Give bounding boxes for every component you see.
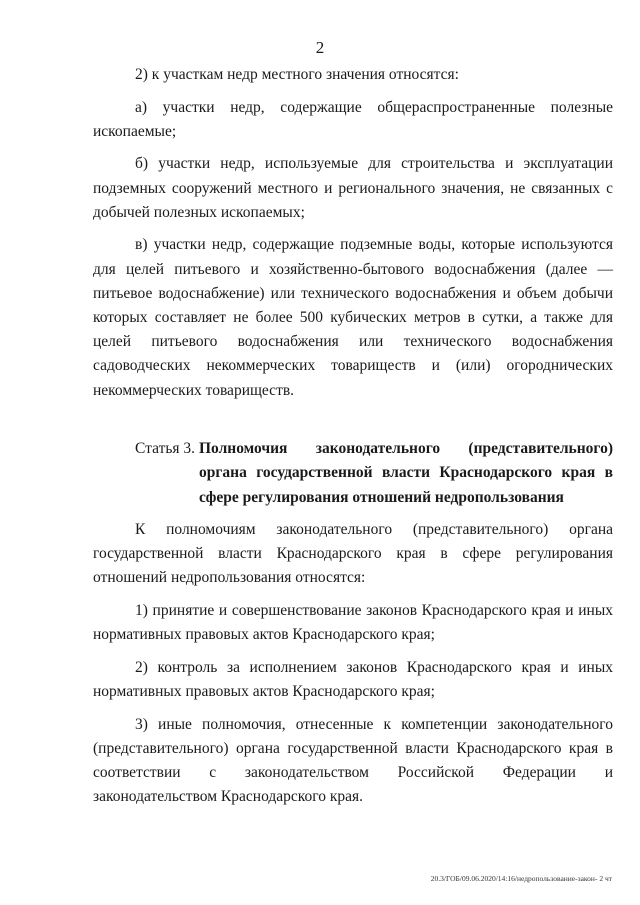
paragraph-powers-intro: К полномочиям законодательного (представительного) органа государственной власти Краснодарского края в сфере регулирования отношений недропользования относятся: <box>93 521 613 587</box>
page-number: 2 <box>315 38 325 57</box>
article-heading <box>93 437 613 510</box>
document-footer-code: 20.3/ГОБ/09.06.2020/14:16/недропользование-закон- 2 чт <box>430 874 612 883</box>
paragraph-power-1: 1) принятие и совершенствование законов Краснодарского края и иных нормативных правовых актов Краснодарского края; <box>93 602 613 644</box>
paragraph-power-3: 3) иные полномочия, отнесенные к компетенции законодательного (представительного) органа государственной власти Краснодарского края в соответствии с законодательством Российской Федерации и законодательством Краснодарского края. <box>93 715 613 806</box>
article-label: Статья 3. <box>135 439 196 457</box>
paragraph-item-a: а) участки недр, содержащие общераспространенные полезные ископаемые; <box>93 98 613 140</box>
paragraph-local-subsoil: 2) к участкам недр местного значения относятся: <box>135 66 459 83</box>
paragraph-item-b: б) участки недр, используемые для строительства и эксплуатации подземных сооружений местного и регионального значения, не связанных с добычей полезных ископаемых; <box>93 155 613 221</box>
paragraph-power-2: 2) контроль за исполнением законов Краснодарского края и иных нормативных правовых актов Краснодарского края; <box>93 658 613 701</box>
document-body <box>93 63 613 818</box>
article-title: Полномочия законодательного (представительного) органа государственной власти Краснодарского края в сфере регулирования отношений недропользования <box>199 439 613 506</box>
paragraph-item-v: в) участки недр, содержащие подземные воды, которые используются для целей питьевого и хозяйственно-бытового водоснабжения (далее — питьевое водоснабжение) или технического водоснабжения и объем добычи которых составляет не более 500 кубических метров в сутки, а также для целей питьевого водоснабжения или технического водоснабжения садоводческих некоммерческих товариществ и (или) огороднических некоммерческих товариществ. <box>93 236 613 399</box>
